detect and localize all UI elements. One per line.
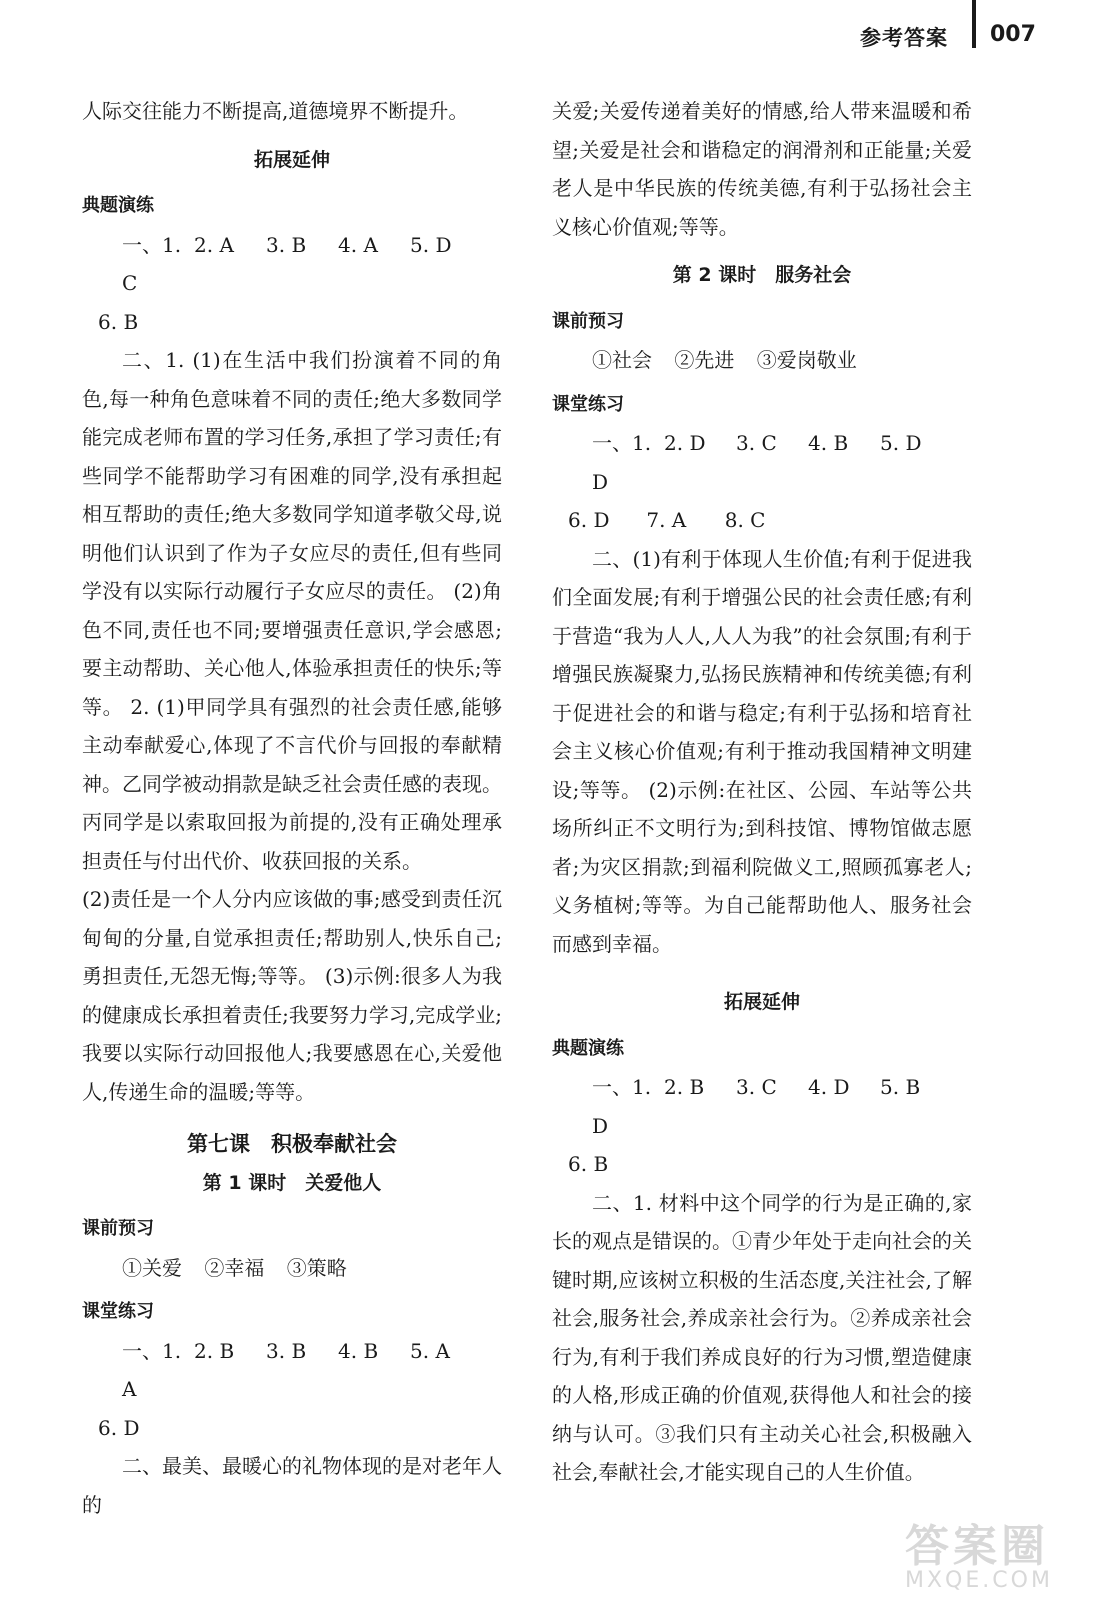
fill-item: ③策略 [286, 1255, 347, 1280]
subheading-class-practice: 课堂练习 [552, 393, 624, 415]
answer-item: 4. D [808, 1075, 850, 1099]
subheading-typical-exercises: 典题演练 [82, 195, 154, 216]
header-divider [972, 0, 976, 48]
watermark-logo [905, 1510, 1085, 1593]
answer-item: 2. B [664, 1075, 705, 1099]
fill-item: ②先进 [674, 348, 735, 372]
answer-item: 一、1. D [592, 431, 652, 494]
answer-item: 2. D [664, 431, 706, 455]
answer-row [82, 226, 502, 303]
subheading-preview: 课前预习 [82, 1218, 154, 1239]
right-column [552, 92, 972, 1492]
answer-item: 7. A [646, 508, 687, 532]
answer-item: 5. A [410, 1338, 450, 1363]
answer-item: 4. A [338, 232, 378, 257]
answer-item: 3. B [266, 232, 307, 257]
section-heading-extension: 拓展延伸 [723, 991, 800, 1013]
section-heading-extension: 拓展延伸 [253, 148, 330, 171]
left-column [82, 92, 502, 1524]
answer-row [552, 501, 972, 540]
answer-paragraph: 二、1. 材料中这个同学的行为是正确的,家长的观点是错误的。①青少年处于走向社会的关键时期,应该树立积极的生活态度,关注社会,了解社会,服务社会,养成亲社会行为。②养成亲社会行为,有利于我们养成良好的行为习惯,塑造健康的人格,形成正确的价值观,获得他人和社会的接纳与认可。③我们只有主动关心社会,积极融入社会,奉献社会,才能实现自己的人生价值。 [552, 1190, 972, 1484]
answer-row [82, 1409, 502, 1448]
answer-paragraph: 二、最美、最暖心的礼物体现的是对老年人的 [82, 1454, 502, 1517]
page-header [0, 0, 1105, 75]
lesson-subtitle: 第 1 课时 关爱他人 [202, 1171, 382, 1194]
answer-item: 8. C [724, 508, 766, 532]
watermark-url: MXQE.COM [905, 1568, 1053, 1593]
watermark-text: 答案圈 [905, 1521, 1049, 1572]
fill-item: ②幸福 [204, 1255, 265, 1280]
answer-item: 5. D [410, 232, 452, 257]
answer-paragraph: (2)责任是一个人分内应该做的事;感受到责任沉甸甸的分量,自觉承担责任;帮助别人,快乐自己;勇担责任,无怨无悔;等等。 (3)示例:很多人为我的健康成长承担着责任;我要努力学习,完成学业;我要以实际行动回报他人;我要感恩在心,关爱他人,传递生命的温暖;等等。 [82, 887, 502, 1104]
fill-answers [552, 341, 972, 380]
answer-item: 一、1. D [592, 1075, 652, 1138]
fill-item: ①社会 [592, 348, 652, 372]
subheading-class-practice: 课堂练习 [82, 1301, 154, 1322]
answer-item: 5. D [880, 431, 922, 455]
answer-row [552, 1145, 972, 1184]
answer-item: 4. B [808, 431, 849, 455]
subheading-typical-exercises: 典题演练 [552, 1037, 624, 1059]
answer-item: 6. B [568, 1152, 609, 1176]
answer-item: 6. B [98, 309, 139, 334]
answer-item: 3. C [736, 431, 777, 455]
answer-paragraph: 二、1. (1)在生活中我们扮演着不同的角色,每一种角色意味着不同的责任;绝大多数同学能完成老师布置的学习任务,承担了学习责任;有些同学不能帮助学习有困难的同学,没有承担起相互帮助的责任;绝大多数同学知道孝敬父母,说明他们认识到了作为子女应尽的责任,但有些同学没有以实际行动履行子女应尽的责任。 (2)角色不同,责任也不同;要增强责任意识,学会感恩;要主动帮助、关心他人,体验承担责任的快乐;等等。 2. (1)甲同学具有强烈的社会责任感,能够主动奉献爱心,体现了不言代价与回报的奉献精神。乙同学被动捐款是缺乏社会责任感的表现。丙同学是以索取回报为前提的,没有正确处理承担责任与付出代价、收获回报的关系。 [82, 348, 502, 873]
answer-paragraph: 二、(1)有利于体现人生价值;有利于促进我们全面发展;有利于增强公民的社会责任感;有利于营造“我为人人,人人为我”的社会氛围;有利于增强民族凝聚力,弘扬民族精神和传统美德;有利于促进社会的和谐与稳定;有利于弘扬和培育社会主义核心价值观;有利于推动我国精神文明建设;等等。 (2)示例:在社区、公园、车站等公共场所纠正不文明行为;到科技馆、博物馆做志愿者;为灾区捐款;到福利院做义工,照顾孤寡老人;义务植树;等等。为自己能帮助他人、服务社会而感到幸福。 [552, 546, 972, 956]
lesson-title: 第七课 积极奉献社会 [187, 1132, 397, 1156]
answer-item: 6. D [568, 508, 610, 532]
answer-item: 3. B [266, 1338, 307, 1363]
answer-item: 一、1. C [122, 232, 182, 295]
answer-row [82, 1332, 502, 1409]
answer-item: 2. A [194, 232, 234, 257]
answer-item: 6. D [98, 1415, 140, 1440]
page-number: 007 [990, 22, 1036, 47]
answer-row [552, 1068, 972, 1145]
subheading-preview: 课前预习 [552, 310, 624, 332]
fill-item: ①关爱 [122, 1255, 182, 1280]
answer-item: 3. C [736, 1075, 777, 1099]
answer-item: 5. B [880, 1075, 921, 1099]
fill-item: ③爱岗敬业 [756, 348, 857, 372]
answer-item: 一、1. A [122, 1338, 182, 1401]
answer-row [552, 424, 972, 501]
answer-row [82, 303, 502, 342]
answer-item: 2. B [194, 1338, 235, 1363]
fill-answers [82, 1249, 502, 1288]
right-continuation: 关爱;关爱传递着美好的情感,给人带来温暖和希望;关爱是社会和谐稳定的润滑剂和正能量;关爱老人是中华民族的传统美德,有利于弘扬社会主义核心价值观;等等。 [552, 99, 972, 239]
left-continuation: 人际交往能力不断提高,道德境界不断提升。 [82, 99, 469, 123]
answer-item: 4. B [338, 1338, 379, 1363]
lesson-subtitle: 第 2 课时 服务社会 [672, 264, 852, 286]
header-title: 参考答案 [860, 26, 948, 50]
